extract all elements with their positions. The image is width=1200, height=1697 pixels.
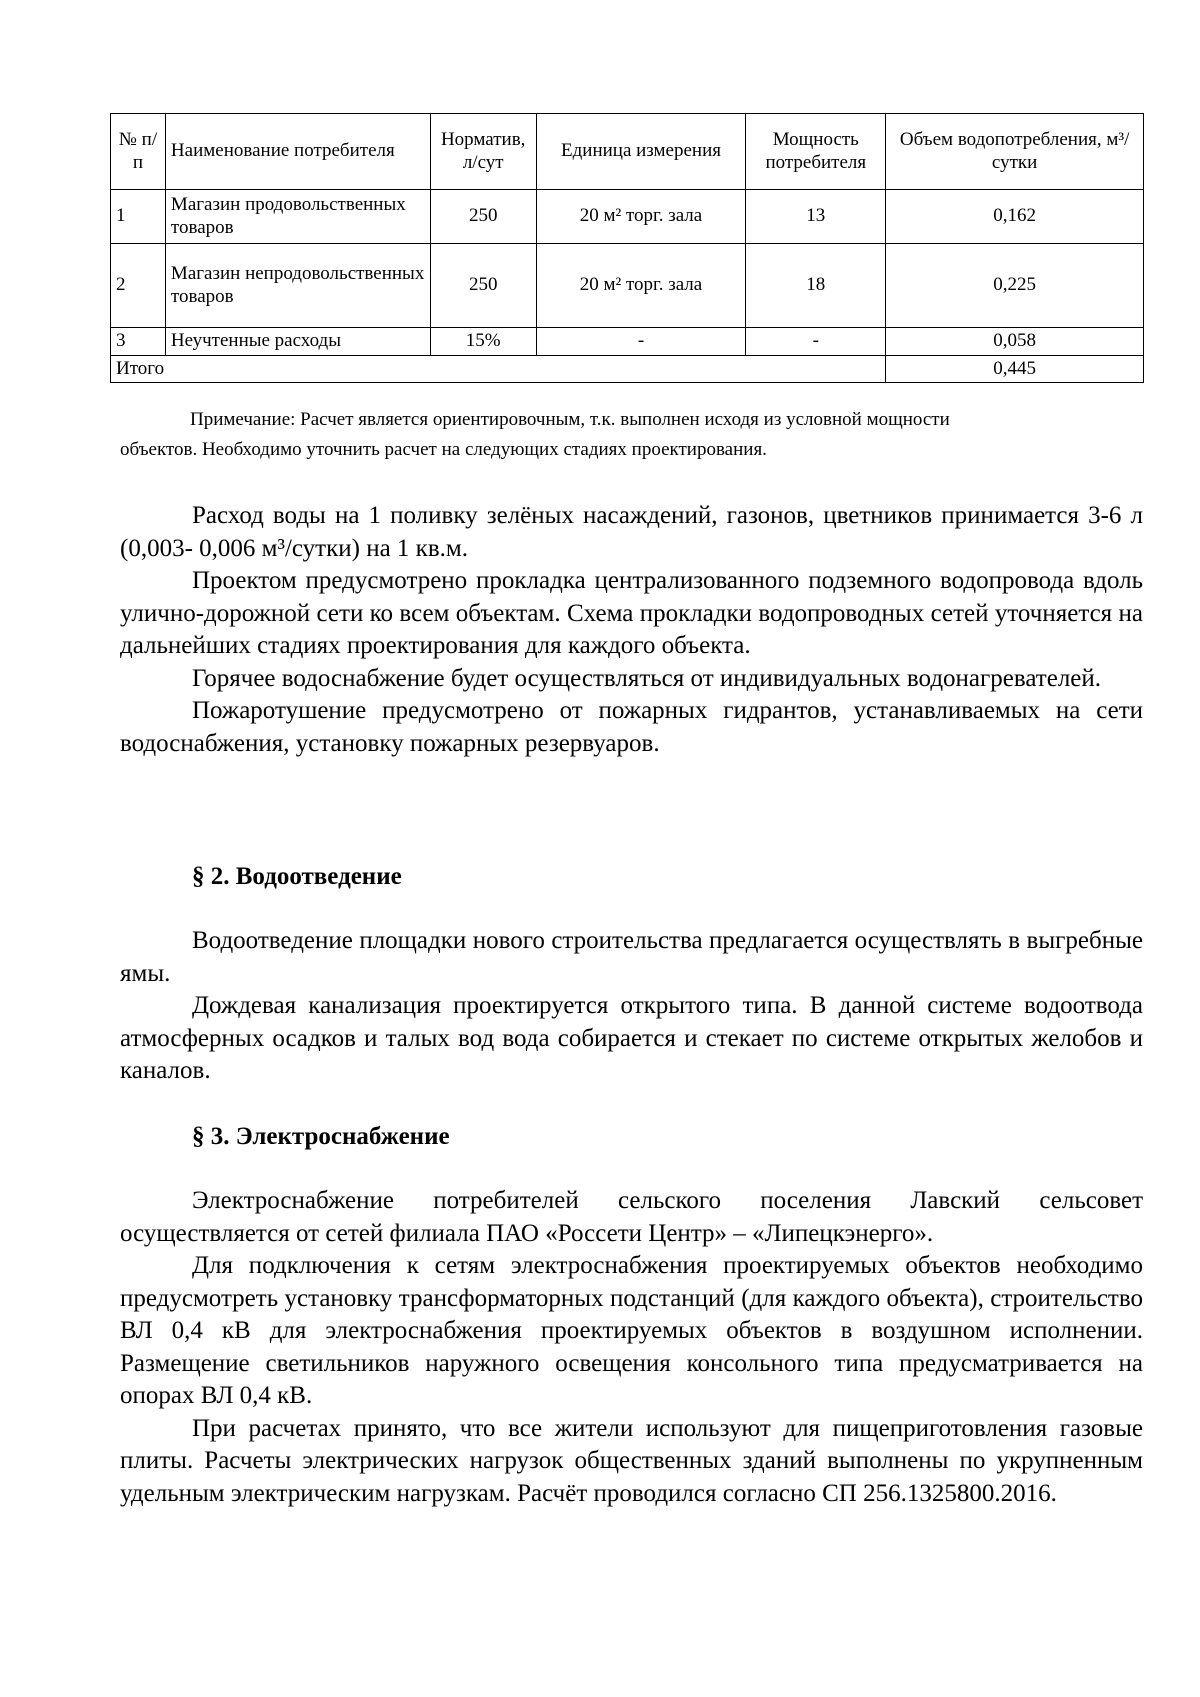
row-power: 18 <box>746 244 886 328</box>
table-total-row <box>111 356 1144 383</box>
paragraph: Водоотведение площадки нового строительства предлагается осуществлять в выгребные ямы. <box>120 927 1143 987</box>
paragraph: Проектом предусмотрено прокладка централизованного подземного водопровода вдоль улично-дорожной сети ко всем объектам. Схема прокладки водопроводных сетей уточняется на дальнейших стадиях проектирования для каждого объекта. <box>120 567 1143 659</box>
paragraph: Пожаротушение предусмотрено от пожарных гидрантов, устанавливаемых на сети водоснабжения, установку пожарных резервуаров. <box>120 697 1143 757</box>
row-norm: 250 <box>430 244 536 328</box>
section-3-text <box>120 1185 1143 1510</box>
row-num: 1 <box>111 190 166 244</box>
row-unit: 20 м² торг. зала <box>536 244 746 328</box>
note-line-1: Примечание: Расчет является ориентировочным, т.к. выполнен исходя из условной мощности <box>190 409 950 430</box>
header-name: Наименование потребителя <box>165 114 430 190</box>
paragraph: Горячее водоснабжение будет осуществляться от индивидуальных водонагревателей. <box>192 664 1102 692</box>
table-row <box>111 244 1144 328</box>
row-norm: 15% <box>430 328 536 356</box>
total-value: 0,445 <box>886 356 1144 383</box>
row-volume: 0,225 <box>886 244 1144 328</box>
row-unit: 20 м² торг. зала <box>536 190 746 244</box>
note-line-2: объектов. Необходимо уточнить расчет на следующих стадиях проектирования. <box>120 439 767 460</box>
table-row <box>111 190 1144 244</box>
row-name: Магазин непродовольственных товаров <box>165 244 430 328</box>
row-power: 13 <box>746 190 886 244</box>
row-num: 2 <box>111 244 166 328</box>
paragraph: При расчетах принято, что все жители используют для пищеприготовления газовые плиты. Расчеты электрических нагрузок общественных зданий выполнены по укрупненным удельным электрическим нагрузкам. Расчёт проводился согласно СП 256.1325800.2016. <box>120 1414 1143 1507</box>
section-3-title: § 3. Электроснабжение <box>192 1123 450 1150</box>
water-consumption-table <box>110 113 1144 383</box>
total-label: Итого <box>111 356 886 383</box>
paragraph: Для подключения к сетям электроснабжения проектируемых объектов необходимо предусмотреть установку трансформаторных подстанций (для каждого объекта), строительство ВЛ 0,4 кВ для электроснабжения проектируемых объектов в воздушном исполнении. Размещение светильников наружного освещения консольного типа предусматривается на опорах ВЛ 0,4 кВ. <box>120 1252 1143 1409</box>
table-row <box>111 328 1144 356</box>
header-unit: Единица измерения <box>536 114 746 190</box>
section-2-title: § 2. Водоотведение <box>192 863 402 890</box>
row-volume: 0,162 <box>886 190 1144 244</box>
paragraph: Расход воды на 1 поливку зелёных насаждений, газонов, цветников принимается 3-6 л (0,003- 0,006 м³/сутки) на 1 кв.м. <box>120 502 1143 562</box>
header-volume: Объем водопотребления, м³/сутки <box>886 114 1144 190</box>
row-volume: 0,058 <box>886 328 1144 356</box>
header-norm: Норматив, л/сут <box>430 114 536 190</box>
table-header-row <box>111 114 1144 190</box>
header-num: № п/п <box>111 114 166 190</box>
table-note <box>120 405 1142 465</box>
paragraph: Электроснабжение потребителей сельского поселения Лавский сельсовет осуществляется от сетей филиала ПАО «Россети Центр» – «Липецкэнерго». <box>120 1187 1143 1247</box>
row-num: 3 <box>111 328 166 356</box>
row-name: Неучтенные расходы <box>165 328 430 356</box>
water-supply-text <box>120 500 1143 760</box>
header-power: Мощность потребителя <box>746 114 886 190</box>
row-unit: - <box>536 328 746 356</box>
row-name: Магазин продовольственных товаров <box>165 190 430 244</box>
paragraph: Дождевая канализация проектируется открытого типа. В данной системе водоотвода атмосферных осадков и талых вод вода собирается и стекает по системе открытых желобов и каналов. <box>120 992 1143 1084</box>
row-power: - <box>746 328 886 356</box>
section-2-text <box>120 925 1143 1088</box>
row-norm: 250 <box>430 190 536 244</box>
